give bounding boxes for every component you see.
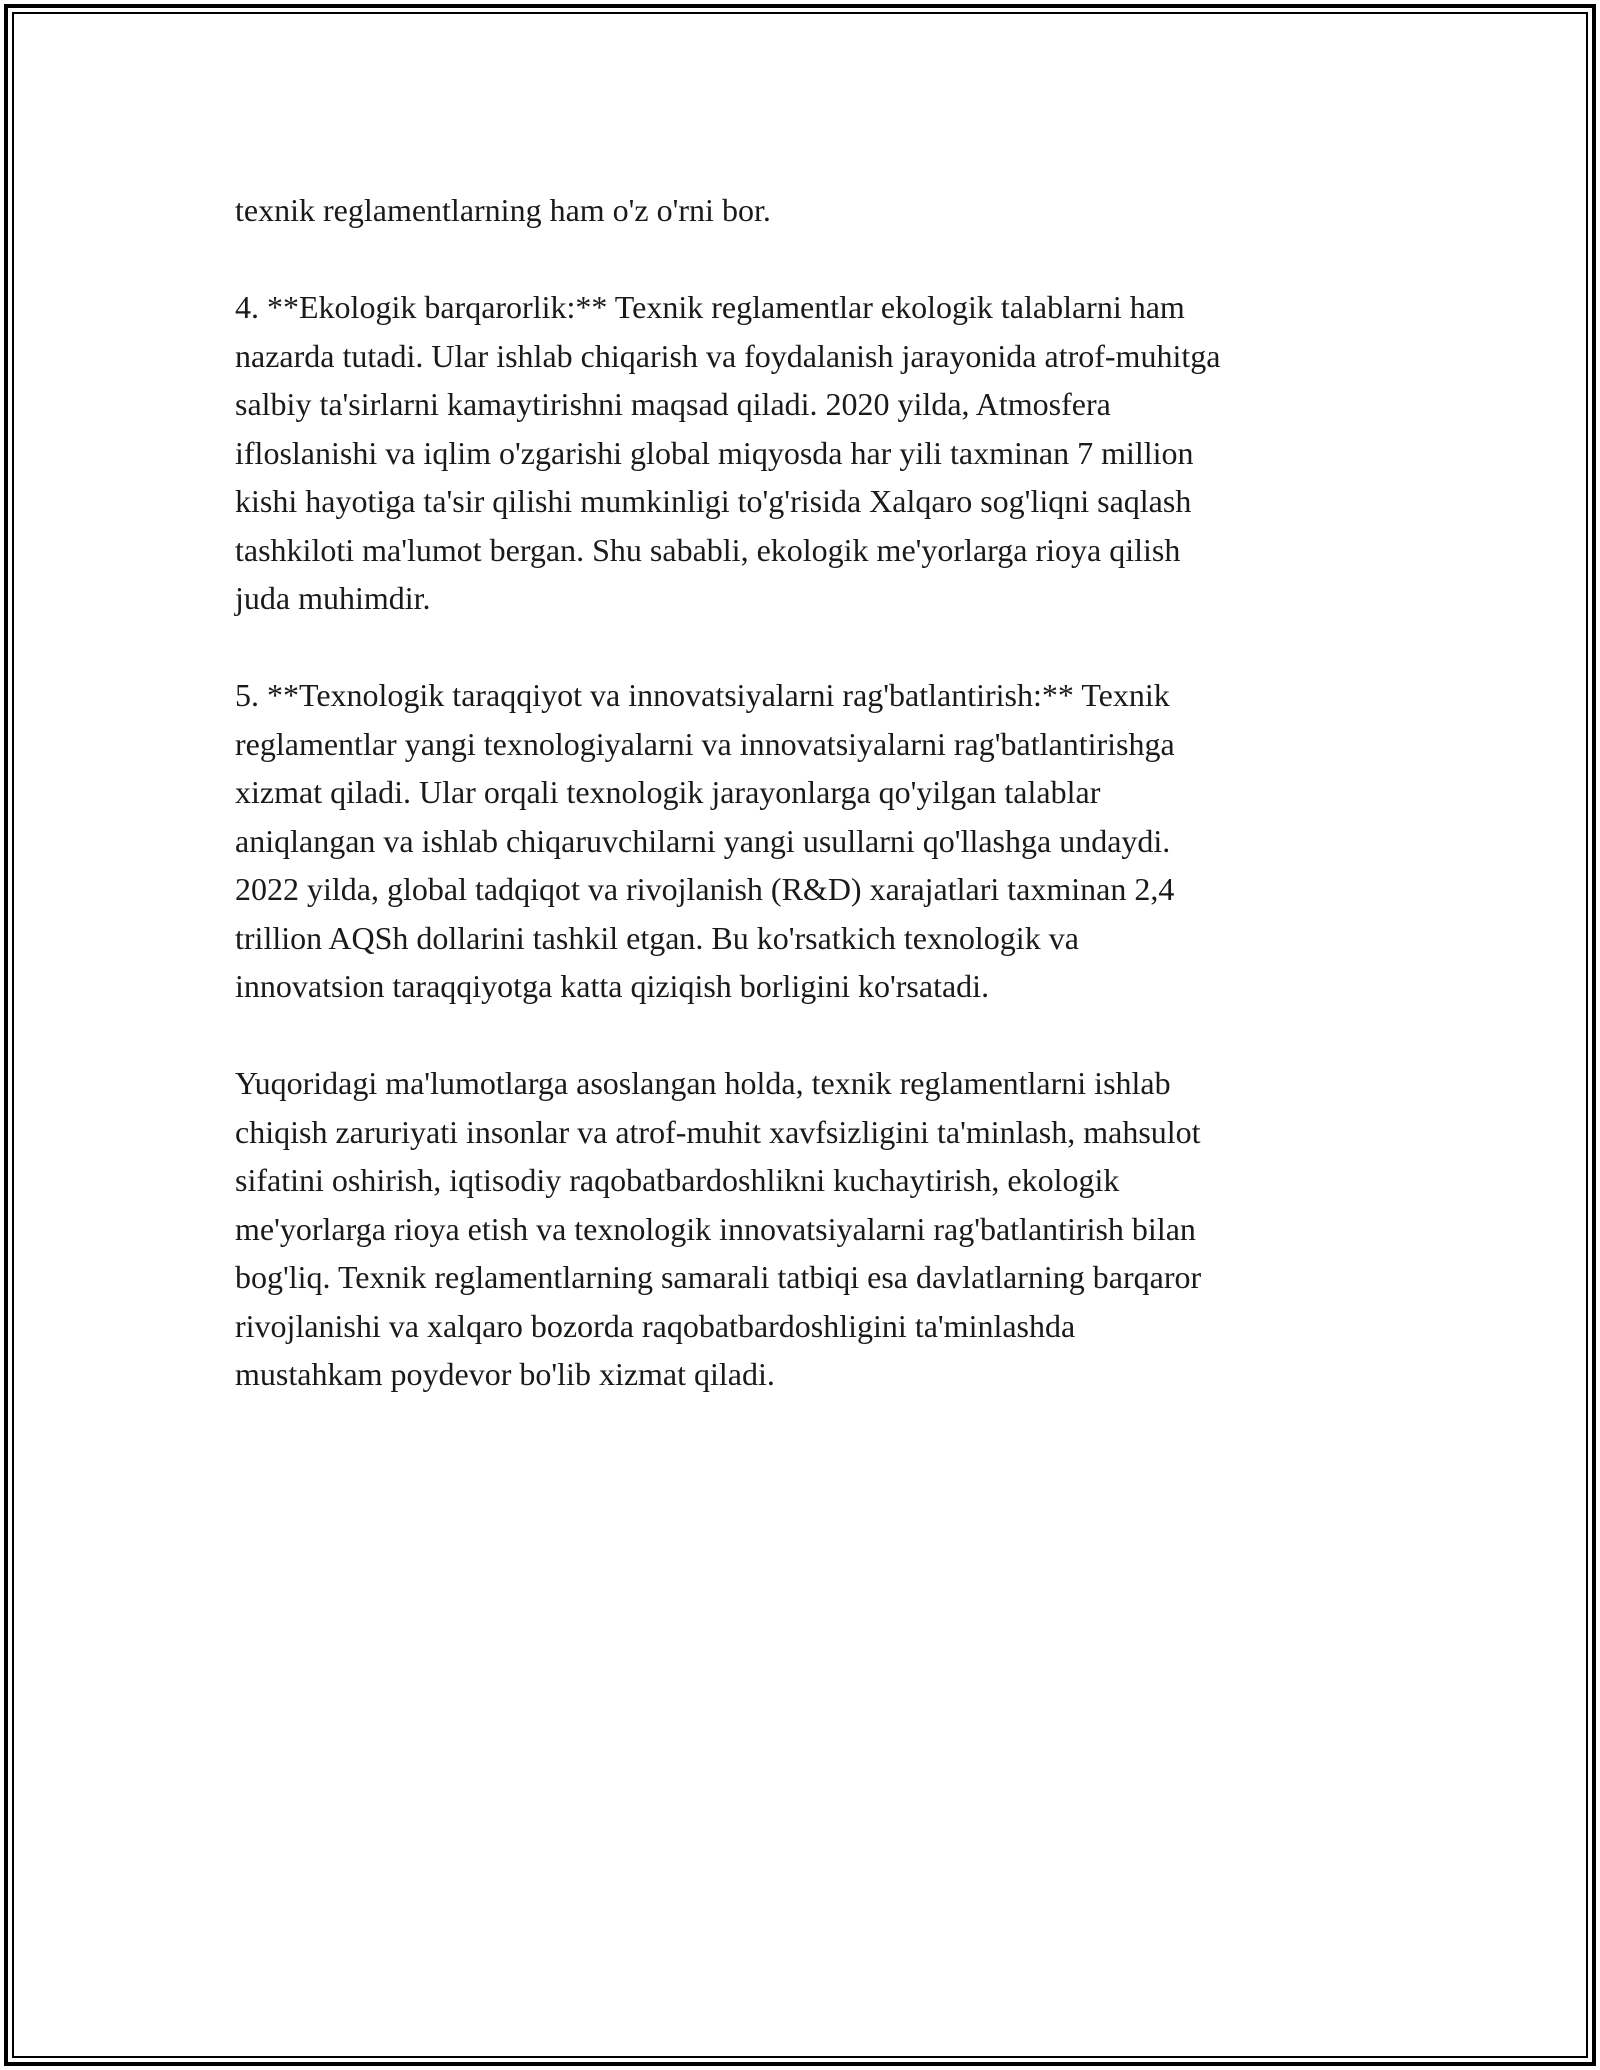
text-line: aniqlangan va ishlab chiqaruvchilarni yangi usullarni qo'llashga undaydi. (235, 822, 1171, 859)
text-line: juda muhimdir. (235, 580, 431, 616)
text-line: rivojlanishi va xalqaro bozorda raqobatbardoshligini ta'minlashda (235, 1307, 1076, 1344)
text-line: 5. **Texnologik taraqqiyot va innovatsiyalarni rag'batlantirish:** Texnik (235, 677, 1170, 713)
paragraph-technological-progress (235, 671, 1375, 1011)
text-line: chiqish zaruriyati insonlar va atrof-muhit xavfsizligini ta'minlash, mahsulot (235, 1113, 1201, 1150)
text-line: trillion AQSh dollarini tashkil etgan. Bu ko'rsatkich texnologik va (235, 919, 1079, 956)
text-line: mustahkam poydevor bo'lib xizmat qiladi. (235, 1356, 775, 1392)
text-line: salbiy ta'sirlarni kamaytirishni maqsad qiladi. 2020 yilda, Atmosfera (235, 386, 1111, 422)
text-line: nazarda tutadi. Ular ishlab chiqarish va foydalanish jarayonida atrof-muhitga (235, 337, 1221, 374)
text-line: texnik reglamentlarning ham o'z o'rni bor. (235, 192, 771, 228)
text-line: 4. **Ekologik barqarorlik:** Texnik reglamentlar ekologik talablarni ham (235, 289, 1185, 325)
document-body (235, 186, 1375, 1447)
text-line: me'yorlarga rioya etish va texnologik innovatsiyalarni rag'batlantirish bilan (235, 1210, 1196, 1247)
text-line: xizmat qiladi. Ular orqali texnologik jarayonlarga qo'yilgan talablar (235, 774, 1101, 810)
paragraph-continuation (235, 186, 1375, 235)
text-line: sifatini oshirish, iqtisodiy raqobatbardoshlikni kuchaytirish, ekologik (235, 1162, 1120, 1198)
text-line: Yuqoridagi ma'lumotlarga asoslangan holda, texnik reglamentlarni ishlab (235, 1065, 1171, 1101)
text-line: 2022 yilda, global tadqiqot va rivojlanish (R&D) xarajatlari taxminan 2,4 (235, 871, 1175, 907)
text-line: bog'liq. Texnik reglamentlarning samarali tatbiqi esa davlatlarning barqaror (235, 1259, 1202, 1295)
text-line: kishi hayotiga ta'sir qilishi mumkinligi to'g'risida Xalqaro sog'liqni saqlash (235, 483, 1192, 519)
text-line: tashkiloti ma'lumot bergan. Shu sababli, ekologik me'yorlarga rioya qilish (235, 531, 1181, 568)
text-line: reglamentlar yangi texnologiyalarni va innovatsiyalarni rag'batlantirishga (235, 725, 1175, 762)
text-line: ifloslanishi va iqlim o'zgarishi global miqyosda har yili taxminan 7 million (235, 434, 1194, 471)
text-line: innovatsion taraqqiyotga katta qiziqish borligini ko'rsatadi. (235, 968, 990, 1004)
paragraph-ecological-sustainability (235, 283, 1375, 623)
paragraph-conclusion (235, 1059, 1375, 1399)
